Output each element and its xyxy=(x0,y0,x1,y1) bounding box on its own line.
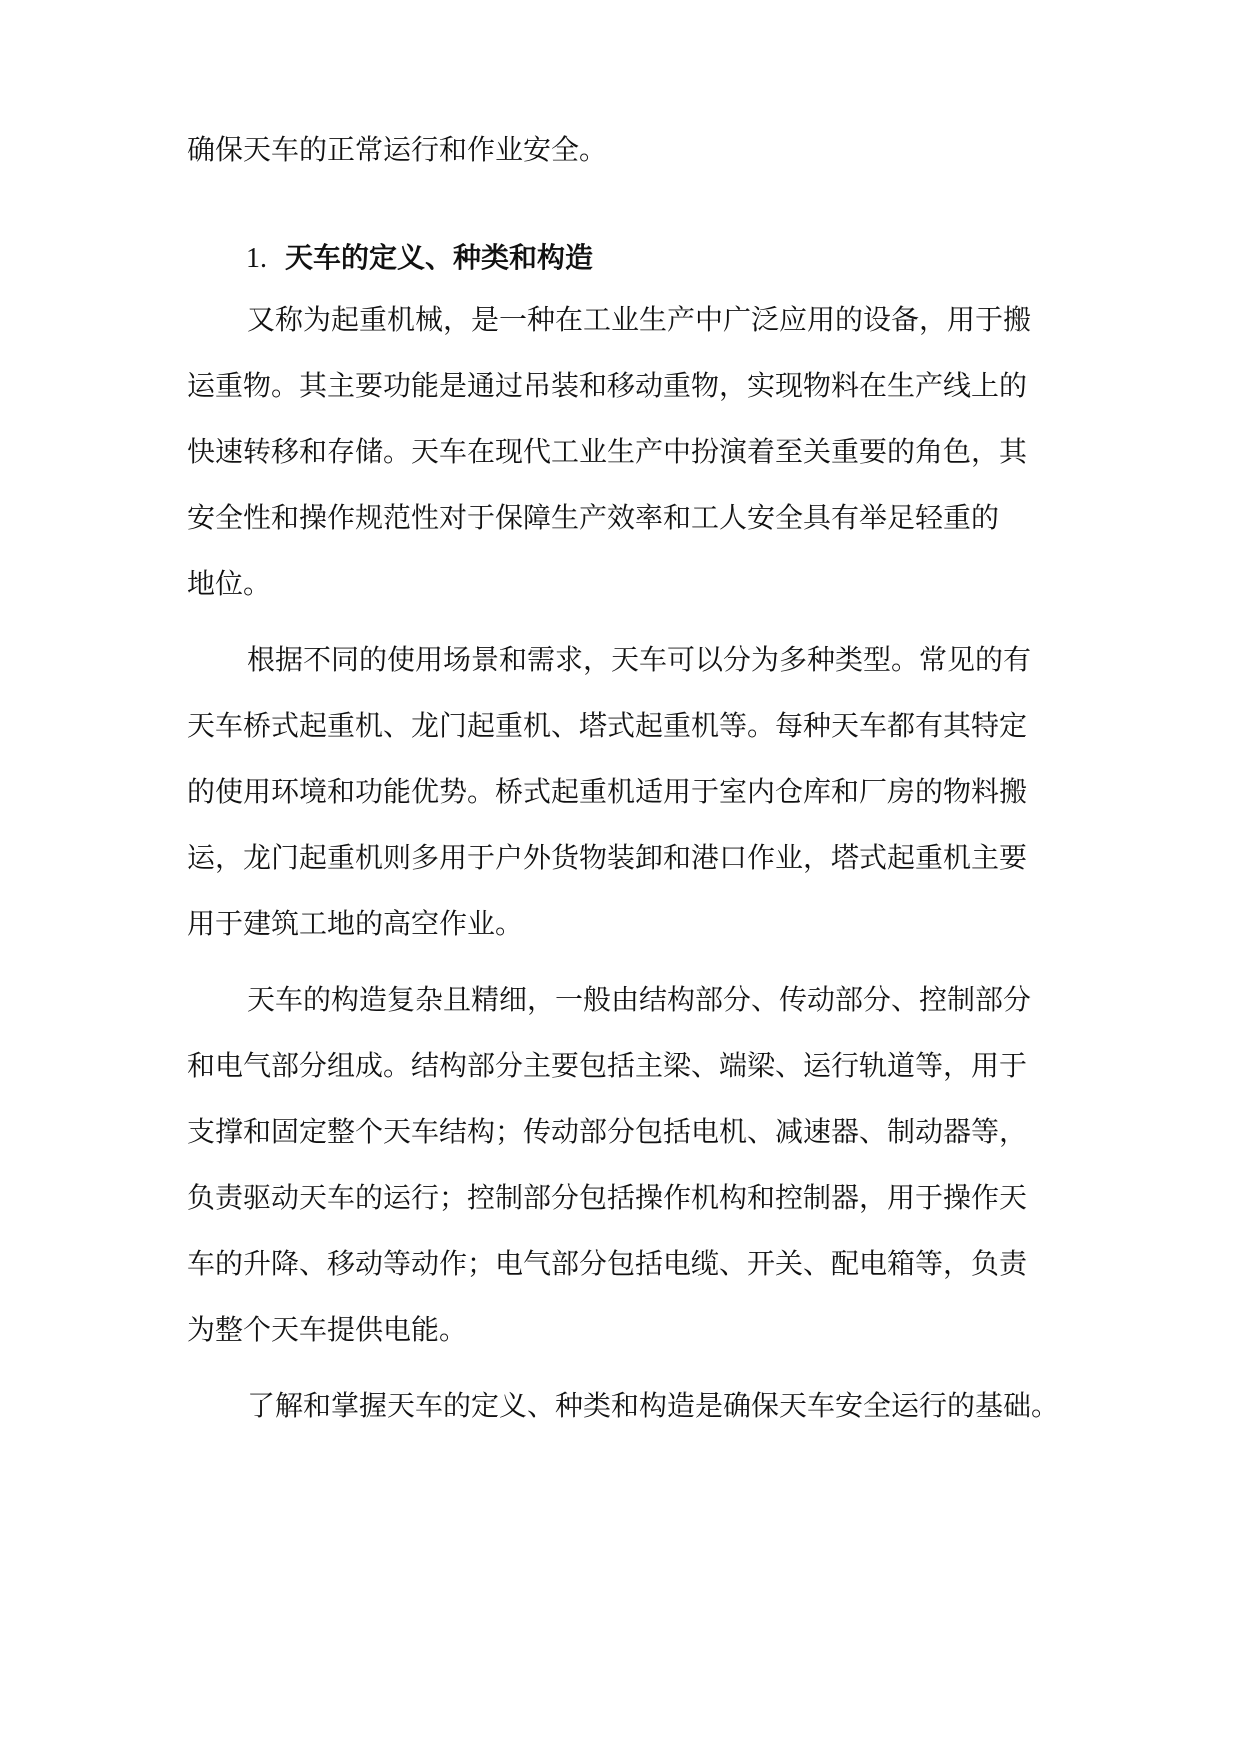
text-line: 了解和掌握天车的定义、种类和构造是确保天车安全运行的基础。 xyxy=(247,1389,1060,1422)
section-heading xyxy=(246,236,593,276)
text-line: 安全性和操作规范性对于保障生产效率和工人安全具有举足轻重的 xyxy=(187,501,1000,534)
text-line: 快速转移和存储。天车在现代工业生产中扮演着至关重要的角色，其 xyxy=(187,435,1028,468)
text-line: 为整个天车提供电能。 xyxy=(187,1313,468,1346)
text-line: 天车桥式起重机、龙门起重机、塔式起重机等。每种天车都有其特定 xyxy=(187,709,1028,742)
text-line: 地位。 xyxy=(187,567,272,600)
text-line: 支撑和固定整个天车结构；传动部分包括电机、减速器、制动器等， xyxy=(187,1115,1028,1148)
text-line: 的使用环境和功能优势。桥式起重机适用于室内仓库和厂房的物料搬 xyxy=(187,775,1028,808)
text-line: 负责驱动天车的运行；控制部分包括操作机构和控制器，用于操作天 xyxy=(187,1181,1028,1214)
text-line: 和电气部分组成。结构部分主要包括主梁、端梁、运行轨道等，用于 xyxy=(187,1049,1028,1082)
text-line: 运，龙门起重机则多用于户外货物装卸和港口作业，塔式起重机主要 xyxy=(187,841,1028,874)
text-line: 车的升降、移动等动作；电气部分包括电缆、开关、配电箱等，负责 xyxy=(187,1247,1028,1280)
text-line: 天车的构造复杂且精细，一般由结构部分、传动部分、控制部分 xyxy=(247,983,1032,1016)
text-line: 根据不同的使用场景和需求，天车可以分为多种类型。常见的有 xyxy=(247,643,1032,676)
text-line: 用于建筑工地的高空作业。 xyxy=(187,907,524,940)
text-line: 又称为起重机械，是一种在工业生产中广泛应用的设备，用于搬 xyxy=(247,303,1032,336)
text-line: 确保天车的正常运行和作业安全。 xyxy=(187,133,608,166)
section-number: 1. xyxy=(246,243,267,274)
text-line: 运重物。其主要功能是通过吊装和移动重物，实现物料在生产线上的 xyxy=(187,369,1028,402)
section-title: 天车的定义、种类和构造 xyxy=(285,241,594,274)
